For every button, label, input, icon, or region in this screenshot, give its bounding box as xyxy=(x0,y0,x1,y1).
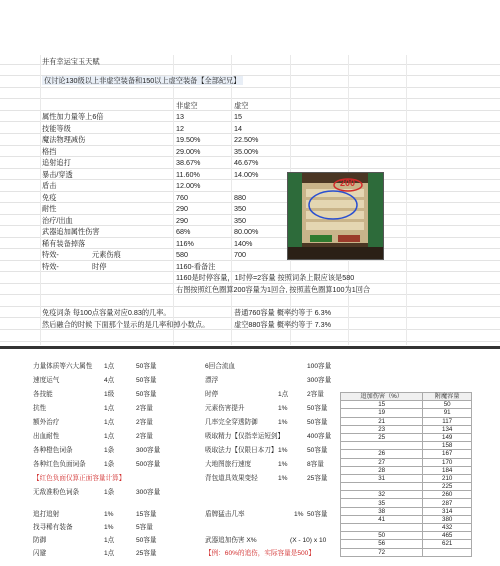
gridline xyxy=(0,110,500,111)
gridline xyxy=(0,168,500,169)
table-cell xyxy=(341,483,423,491)
bottom-note: 免疫词条 每100点容量对应0.83的几率。 xyxy=(42,308,171,317)
table-cell: 31 xyxy=(341,474,423,482)
table-cell: 35 xyxy=(341,499,423,507)
gridline xyxy=(0,179,500,180)
capacity-unit: 1点 xyxy=(104,363,115,370)
row-label: 暴击/穿透 xyxy=(42,170,73,179)
table-row xyxy=(341,458,472,466)
gridline xyxy=(0,317,500,318)
row-label: 特效- xyxy=(42,262,59,271)
table-cell: 15 xyxy=(341,401,423,409)
row-value-a: 290 xyxy=(176,216,188,225)
table-cell: 465 xyxy=(423,532,472,540)
bottom-note: 然后融合的时候 下面那个显示的是几率和掉小数点。 xyxy=(42,320,210,329)
table-row xyxy=(341,524,472,532)
table-cell: 21 xyxy=(341,417,423,425)
table-cell: 432 xyxy=(423,524,472,532)
table-row xyxy=(341,466,472,474)
gridline xyxy=(0,341,500,342)
gridline xyxy=(0,156,500,157)
table-row xyxy=(341,474,472,482)
capacity-value: 5容量 xyxy=(136,524,153,531)
row-label: 追射追打 xyxy=(42,158,71,167)
capacity-label: 时停 xyxy=(205,391,219,398)
gridline xyxy=(0,214,500,215)
table-cell: 56 xyxy=(341,540,423,548)
capacity-value: 50容量 xyxy=(136,537,157,544)
capacity-label: 各种橙色词条 xyxy=(33,447,73,454)
capacity-unit: 4点 xyxy=(104,377,115,384)
row-value-b: 880 xyxy=(234,193,246,202)
capacity-value: 50容量 xyxy=(307,405,328,412)
sheet-title: 井有幸运宝玉天赋 xyxy=(42,57,100,66)
table-cell: 50 xyxy=(423,401,472,409)
row-value-b: 14 xyxy=(234,124,242,133)
row-value-a: 760 xyxy=(176,193,188,202)
table-cell: 91 xyxy=(423,409,472,417)
capacity-value: 500容量 xyxy=(136,461,161,468)
gridline xyxy=(0,225,500,226)
capacity-label: 找寻稀有装备 xyxy=(33,524,73,531)
table-header: 追加伤害（%） xyxy=(341,393,423,401)
row-label: 特效- xyxy=(42,250,59,259)
red-example-note: 【例：60%的追伤，实际容量是500】 xyxy=(205,550,315,557)
row-value-b: 350 xyxy=(234,216,246,225)
row-label: 免疫 xyxy=(42,193,57,202)
row-value-a: 1160-看备注 xyxy=(176,262,216,271)
gridline xyxy=(0,237,500,238)
capacity-label: 漂浮 xyxy=(205,377,219,384)
capacity-value: 50容量 xyxy=(307,511,328,518)
row-label: 魔法物理减伤 xyxy=(42,135,86,144)
row-sublabel: 时停 xyxy=(92,262,107,271)
capacity-label: 防御 xyxy=(33,537,47,544)
capacity-label: 出血耐性 xyxy=(33,433,60,440)
gridline xyxy=(0,145,500,146)
capacity-label: 盾牌猛击几率 xyxy=(205,511,245,518)
table-row xyxy=(341,425,472,433)
row-label: 耐性 xyxy=(42,204,57,213)
capacity-unit: 1点 xyxy=(278,391,289,398)
table-cell: 50 xyxy=(341,532,423,540)
table-row xyxy=(341,548,472,556)
gridline xyxy=(0,294,500,295)
capacity-label: 额外治疗 xyxy=(33,419,60,426)
row-value-a: 38.67% xyxy=(176,158,201,167)
capacity-unit: 1点 xyxy=(104,419,115,426)
table-row xyxy=(341,433,472,441)
capacity-value: 300容量 xyxy=(136,447,161,454)
table-cell: 184 xyxy=(423,466,472,474)
row-sublabel: 元素伤痕 xyxy=(92,250,121,259)
row-value-b: 15 xyxy=(234,112,242,121)
gridline xyxy=(0,248,500,249)
capacity-label: 6回合流血 xyxy=(205,363,236,370)
capacity-unit: 1% xyxy=(104,524,114,531)
gridline xyxy=(0,271,500,272)
capacity-unit: 1% xyxy=(278,447,288,454)
table-cell: 117 xyxy=(423,417,472,425)
table-cell: 19 xyxy=(341,409,423,417)
table-cell xyxy=(341,442,423,450)
capacity-unit: 1% xyxy=(278,405,288,412)
capacity-label: 武器追加伤害 X% xyxy=(205,537,257,544)
capacity-value: 50容量 xyxy=(136,391,157,398)
gridline xyxy=(0,260,500,261)
gridline xyxy=(0,87,500,88)
gridline xyxy=(0,329,500,330)
row-label: 格挡 xyxy=(42,147,57,156)
capacity-value: 100容量 xyxy=(307,363,332,370)
capacity-unit: 1条 xyxy=(104,461,115,468)
capacity-label: 抗性 xyxy=(33,405,47,412)
capacity-value: 25容量 xyxy=(307,475,328,482)
capacity-formula: (X - 10) x 10 xyxy=(290,537,327,544)
capacity-value: 300容量 xyxy=(307,377,332,384)
capacity-label: 元素伤害提升 xyxy=(205,405,245,412)
capacity-unit: 1级 xyxy=(104,391,115,398)
table-cell: 170 xyxy=(423,458,472,466)
table-row xyxy=(341,442,472,450)
row-value-a: 290 xyxy=(176,204,188,213)
table-cell: 314 xyxy=(423,507,472,515)
capacity-label: 闪避 xyxy=(33,550,47,557)
capacity-label: 大地图旅行速度 xyxy=(205,461,252,468)
game-screenshot xyxy=(287,172,384,260)
game-screenshot-art xyxy=(288,173,383,259)
row-label: 技能等级 xyxy=(42,124,71,133)
table-cell: 32 xyxy=(341,491,423,499)
row-value-b: 14.00% xyxy=(234,170,259,179)
row-value-a: 29.00% xyxy=(176,147,201,156)
row-value-b: 46.67% xyxy=(234,158,259,167)
capacity-value: 400容量 xyxy=(307,433,332,440)
table-header: 附魔容量 xyxy=(423,393,472,401)
capacity-value: 25容量 xyxy=(136,550,157,557)
table-cell: 158 xyxy=(423,442,472,450)
gridline xyxy=(0,306,500,307)
capacity-label: 追打追射 xyxy=(33,511,60,518)
capacity-unit: 1% xyxy=(278,419,288,426)
table-cell: 149 xyxy=(423,433,472,441)
capacity-label: 速度运气 xyxy=(33,377,60,384)
table-cell: 27 xyxy=(341,458,423,466)
row-value-a: 19.50% xyxy=(176,135,201,144)
row-value-a: 12.00% xyxy=(176,181,201,190)
capacity-label: 力量体质等六大属性 xyxy=(33,363,93,370)
row-value-a: 68% xyxy=(176,227,191,236)
row-label: 武器追加属性伤害 xyxy=(42,227,100,236)
table-row xyxy=(341,483,472,491)
table-cell: 210 xyxy=(423,474,472,482)
table-cell: 25 xyxy=(341,433,423,441)
capacity-value: 50容量 xyxy=(136,377,157,384)
gridline xyxy=(173,55,174,345)
col-header-non-void: 非虚空 xyxy=(176,101,198,110)
table-cell: 225 xyxy=(423,483,472,491)
capacity-unit: 1条 xyxy=(104,447,115,454)
capacity-value: 2容量 xyxy=(307,391,324,398)
capacity-label: 几率完全穿透防御 xyxy=(205,419,258,426)
capacity-value: 8容量 xyxy=(307,461,324,468)
table-row xyxy=(341,515,472,523)
capacity-label: 吸取法力【仅限日本刀】 xyxy=(205,447,278,454)
red-note: 【红色负面仅算正面容量计算】 xyxy=(33,475,126,482)
table-row xyxy=(341,507,472,515)
capacity-unit: 1% xyxy=(104,511,114,518)
capacity-value: 2容量 xyxy=(136,419,153,426)
capacity-label: 无敌准粉色词条 xyxy=(33,489,80,496)
capacity-value: 2容量 xyxy=(136,405,153,412)
table-row xyxy=(341,450,472,458)
table-cell: 260 xyxy=(423,491,472,499)
capacity-unit: 1点 xyxy=(104,433,115,440)
capacity-value: 15容量 xyxy=(136,511,157,518)
row-value-a: 13 xyxy=(176,112,184,121)
table-cell: 41 xyxy=(341,515,423,523)
gridline xyxy=(0,121,500,122)
row-value-a: 11.60% xyxy=(176,170,200,179)
table-cell: 72 xyxy=(341,548,423,556)
probability-note: 普通760容量 概率约等于 6.3% xyxy=(234,308,332,317)
row-value-b: 22.50% xyxy=(234,135,259,144)
capacity-value: 50容量 xyxy=(307,419,328,426)
gridline xyxy=(40,55,41,345)
row-label: 盾击 xyxy=(42,181,57,190)
table-cell: 28 xyxy=(341,466,423,474)
table-row xyxy=(341,409,472,417)
row-value-b: 80.00% xyxy=(234,227,259,236)
table-header-row xyxy=(341,393,472,401)
table-row xyxy=(341,540,472,548)
capacity-label: 各技能 xyxy=(33,391,53,398)
table-cell: 621 xyxy=(423,540,472,548)
note-line: 右图按照红色圈算200容量为1回合, 按照蓝色圈算100为1回合 xyxy=(176,285,371,294)
note-line: 1160是时停容量，1时停=2容量 按照词条上限应该是580 xyxy=(176,273,355,282)
capacity-value: 50容量 xyxy=(136,363,157,370)
table-cell: 38 xyxy=(341,507,423,515)
row-label: 稀有装备掉落 xyxy=(42,239,86,248)
row-value-a: 12 xyxy=(176,124,184,133)
gridline xyxy=(0,133,500,134)
table-cell: 23 xyxy=(341,425,423,433)
row-value-a: 580 xyxy=(176,250,188,259)
table-row xyxy=(341,499,472,507)
capacity-unit: 1条 xyxy=(104,489,115,496)
capacity-label: 各种红色负面词条 xyxy=(33,461,86,468)
gridline xyxy=(0,191,500,192)
table-cell xyxy=(423,548,472,556)
damage-capacity-table xyxy=(340,392,472,557)
gridline xyxy=(0,98,500,99)
capacity-value: 50容量 xyxy=(307,447,328,454)
sheet-note: 仅讨论130级以上非虚空装备和150以上虚空装备【全部紀兄】 xyxy=(44,76,241,85)
capacity-unit: 1% xyxy=(294,511,304,518)
capacity-value: 2容量 xyxy=(136,433,153,440)
table-cell: 167 xyxy=(423,450,472,458)
gridline xyxy=(0,283,500,284)
table-cell: 380 xyxy=(423,515,472,523)
table-row xyxy=(341,532,472,540)
table-cell: 26 xyxy=(341,450,423,458)
capacity-unit: 1点 xyxy=(104,550,115,557)
table-row xyxy=(341,491,472,499)
col-header-void: 虚空 xyxy=(234,101,249,110)
capacity-value: 300容量 xyxy=(136,489,161,496)
table-cell xyxy=(341,524,423,532)
probability-note: 虚空880容量 概率约等于 7.3% xyxy=(234,320,332,329)
gridline xyxy=(406,55,407,345)
row-value-b: 35.00% xyxy=(234,147,259,156)
red-circled-number: 200 xyxy=(340,178,356,188)
row-value-a: 116% xyxy=(176,239,194,248)
row-label: 属性加力量等上6倍 xyxy=(42,112,104,121)
capacity-unit: 1点 xyxy=(104,405,115,412)
gridline xyxy=(0,202,500,203)
table-cell: 134 xyxy=(423,425,472,433)
row-value-b: 700 xyxy=(234,250,246,259)
row-label: 治疗/出血 xyxy=(42,216,73,225)
table-row xyxy=(341,401,472,409)
capacity-unit: 1% xyxy=(278,475,288,482)
capacity-unit: 1点 xyxy=(104,537,115,544)
gridline xyxy=(231,55,232,345)
row-value-b: 140% xyxy=(234,239,253,248)
capacity-label: 吸取精力【仅指幸运短剑】 xyxy=(205,433,285,440)
capacity-label: 背包道具效果变轻 xyxy=(205,475,258,482)
capacity-unit: 1% xyxy=(278,461,288,468)
row-value-b: 350 xyxy=(234,204,246,213)
table-row xyxy=(341,417,472,425)
table-cell: 287 xyxy=(423,499,472,507)
